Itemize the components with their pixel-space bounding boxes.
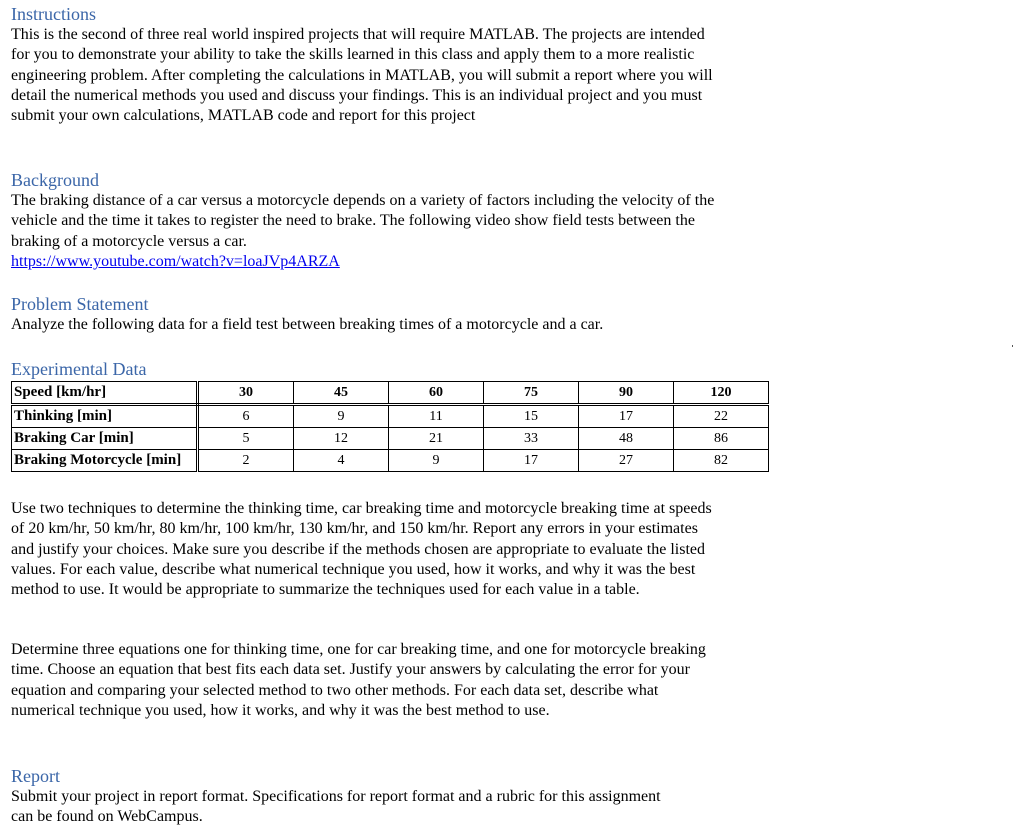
table-cell: 12 (294, 428, 389, 450)
row-label: Braking Car [min] (12, 428, 198, 450)
table-cell: 86 (674, 428, 769, 450)
table-cell: 75 (484, 382, 579, 405)
youtube-video-link[interactable]: https://www.youtube.com/watch?v=loaJVp4ARZA (11, 252, 340, 270)
table-cell: 17 (484, 450, 579, 472)
instructions-section (11, 3, 721, 126)
row-label: Braking Motorcycle [min] (12, 450, 198, 472)
report-heading: Report (11, 766, 60, 786)
table-row (12, 450, 769, 472)
table-cell: 27 (579, 450, 674, 472)
table-cell: 21 (389, 428, 484, 450)
problem-statement-section (11, 293, 731, 335)
table-cell: 5 (198, 428, 294, 450)
background-body: The braking distance of a car versus a motorcycle depends on a variety of factors including the velocity of the vehicle and the time it takes to register the need to brake. The following video show field tests between the braking of a motorcycle versus a car. (11, 192, 715, 250)
table-cell: 2 (198, 450, 294, 472)
table-row (12, 405, 769, 428)
equations-body: Determine three equations one for thinking time, one for car breaking time, and one for motorcycle breaking time. Choose an equation that best fits each data set. Justify your answers by calculating the error for your equation and comparing your selected method to two other methods. For each data set, describe what numerical technique you used, how it works, and why it was the best method to use. (11, 641, 706, 719)
report-section (11, 765, 661, 828)
table-cell: 17 (579, 405, 674, 428)
table-cell: 60 (389, 382, 484, 405)
report-body: Submit your project in report format. Specifications for report format and a rubric for this assignment can be found on WebCampus. (11, 788, 661, 826)
techniques-section (11, 499, 721, 600)
table-cell: 6 (198, 405, 294, 428)
table-cell: 15 (484, 405, 579, 428)
experimental-data-heading: Experimental Data (11, 359, 147, 379)
techniques-body: Use two techniques to determine the thinking time, car breaking time and motorcycle breaking time at speeds of 20 km/hr, 50 km/hr, 80 km/hr, 100 km/hr, 130 km/hr, and 150 km/hr. Report any errors in your estimates and justify your choices. Make sure you describe if the methods chosen are appropriate to evaluate the listed values. For each value, describe what numerical technique you used, how it works, and why it was the best method to use. It would be appropriate to summarize the techniques used for each value in a table. (11, 500, 712, 599)
table-cell: 45 (294, 382, 389, 405)
background-section (11, 169, 721, 272)
background-heading: Background (11, 170, 99, 190)
experimental-data-table (11, 381, 769, 472)
table-cell: 30 (198, 382, 294, 405)
table-row (12, 382, 769, 405)
table-cell: 9 (389, 450, 484, 472)
instructions-body: This is the second of three real world inspired projects that will require MATLAB. The projects are intended for you to demonstrate your ability to take the skills learned in this class and apply them to a more realistic engineering problem. After completing the calculations in MATLAB, you will submit a report where you will detail the numerical methods you used and discuss your findings. This is an individual project and you must submit your own calculations, MATLAB code and report for this project (11, 26, 713, 125)
table-cell: 82 (674, 450, 769, 472)
edge-mark (1012, 345, 1013, 347)
table-cell: 48 (579, 428, 674, 450)
equations-section (11, 640, 721, 721)
problem-statement-heading: Problem Statement (11, 294, 149, 314)
table-cell: 11 (389, 405, 484, 428)
row-label: Speed [km/hr] (12, 382, 198, 405)
table-cell: 4 (294, 450, 389, 472)
table-row (12, 428, 769, 450)
problem-statement-body: Analyze the following data for a field test between breaking times of a motorcycle and a car. (11, 316, 604, 333)
table-cell: 22 (674, 405, 769, 428)
table-cell: 9 (294, 405, 389, 428)
experimental-data-section (11, 358, 769, 472)
row-label: Thinking [min] (12, 405, 198, 428)
table-cell: 33 (484, 428, 579, 450)
table-cell: 90 (579, 382, 674, 405)
table-cell: 120 (674, 382, 769, 405)
instructions-heading: Instructions (11, 4, 96, 24)
